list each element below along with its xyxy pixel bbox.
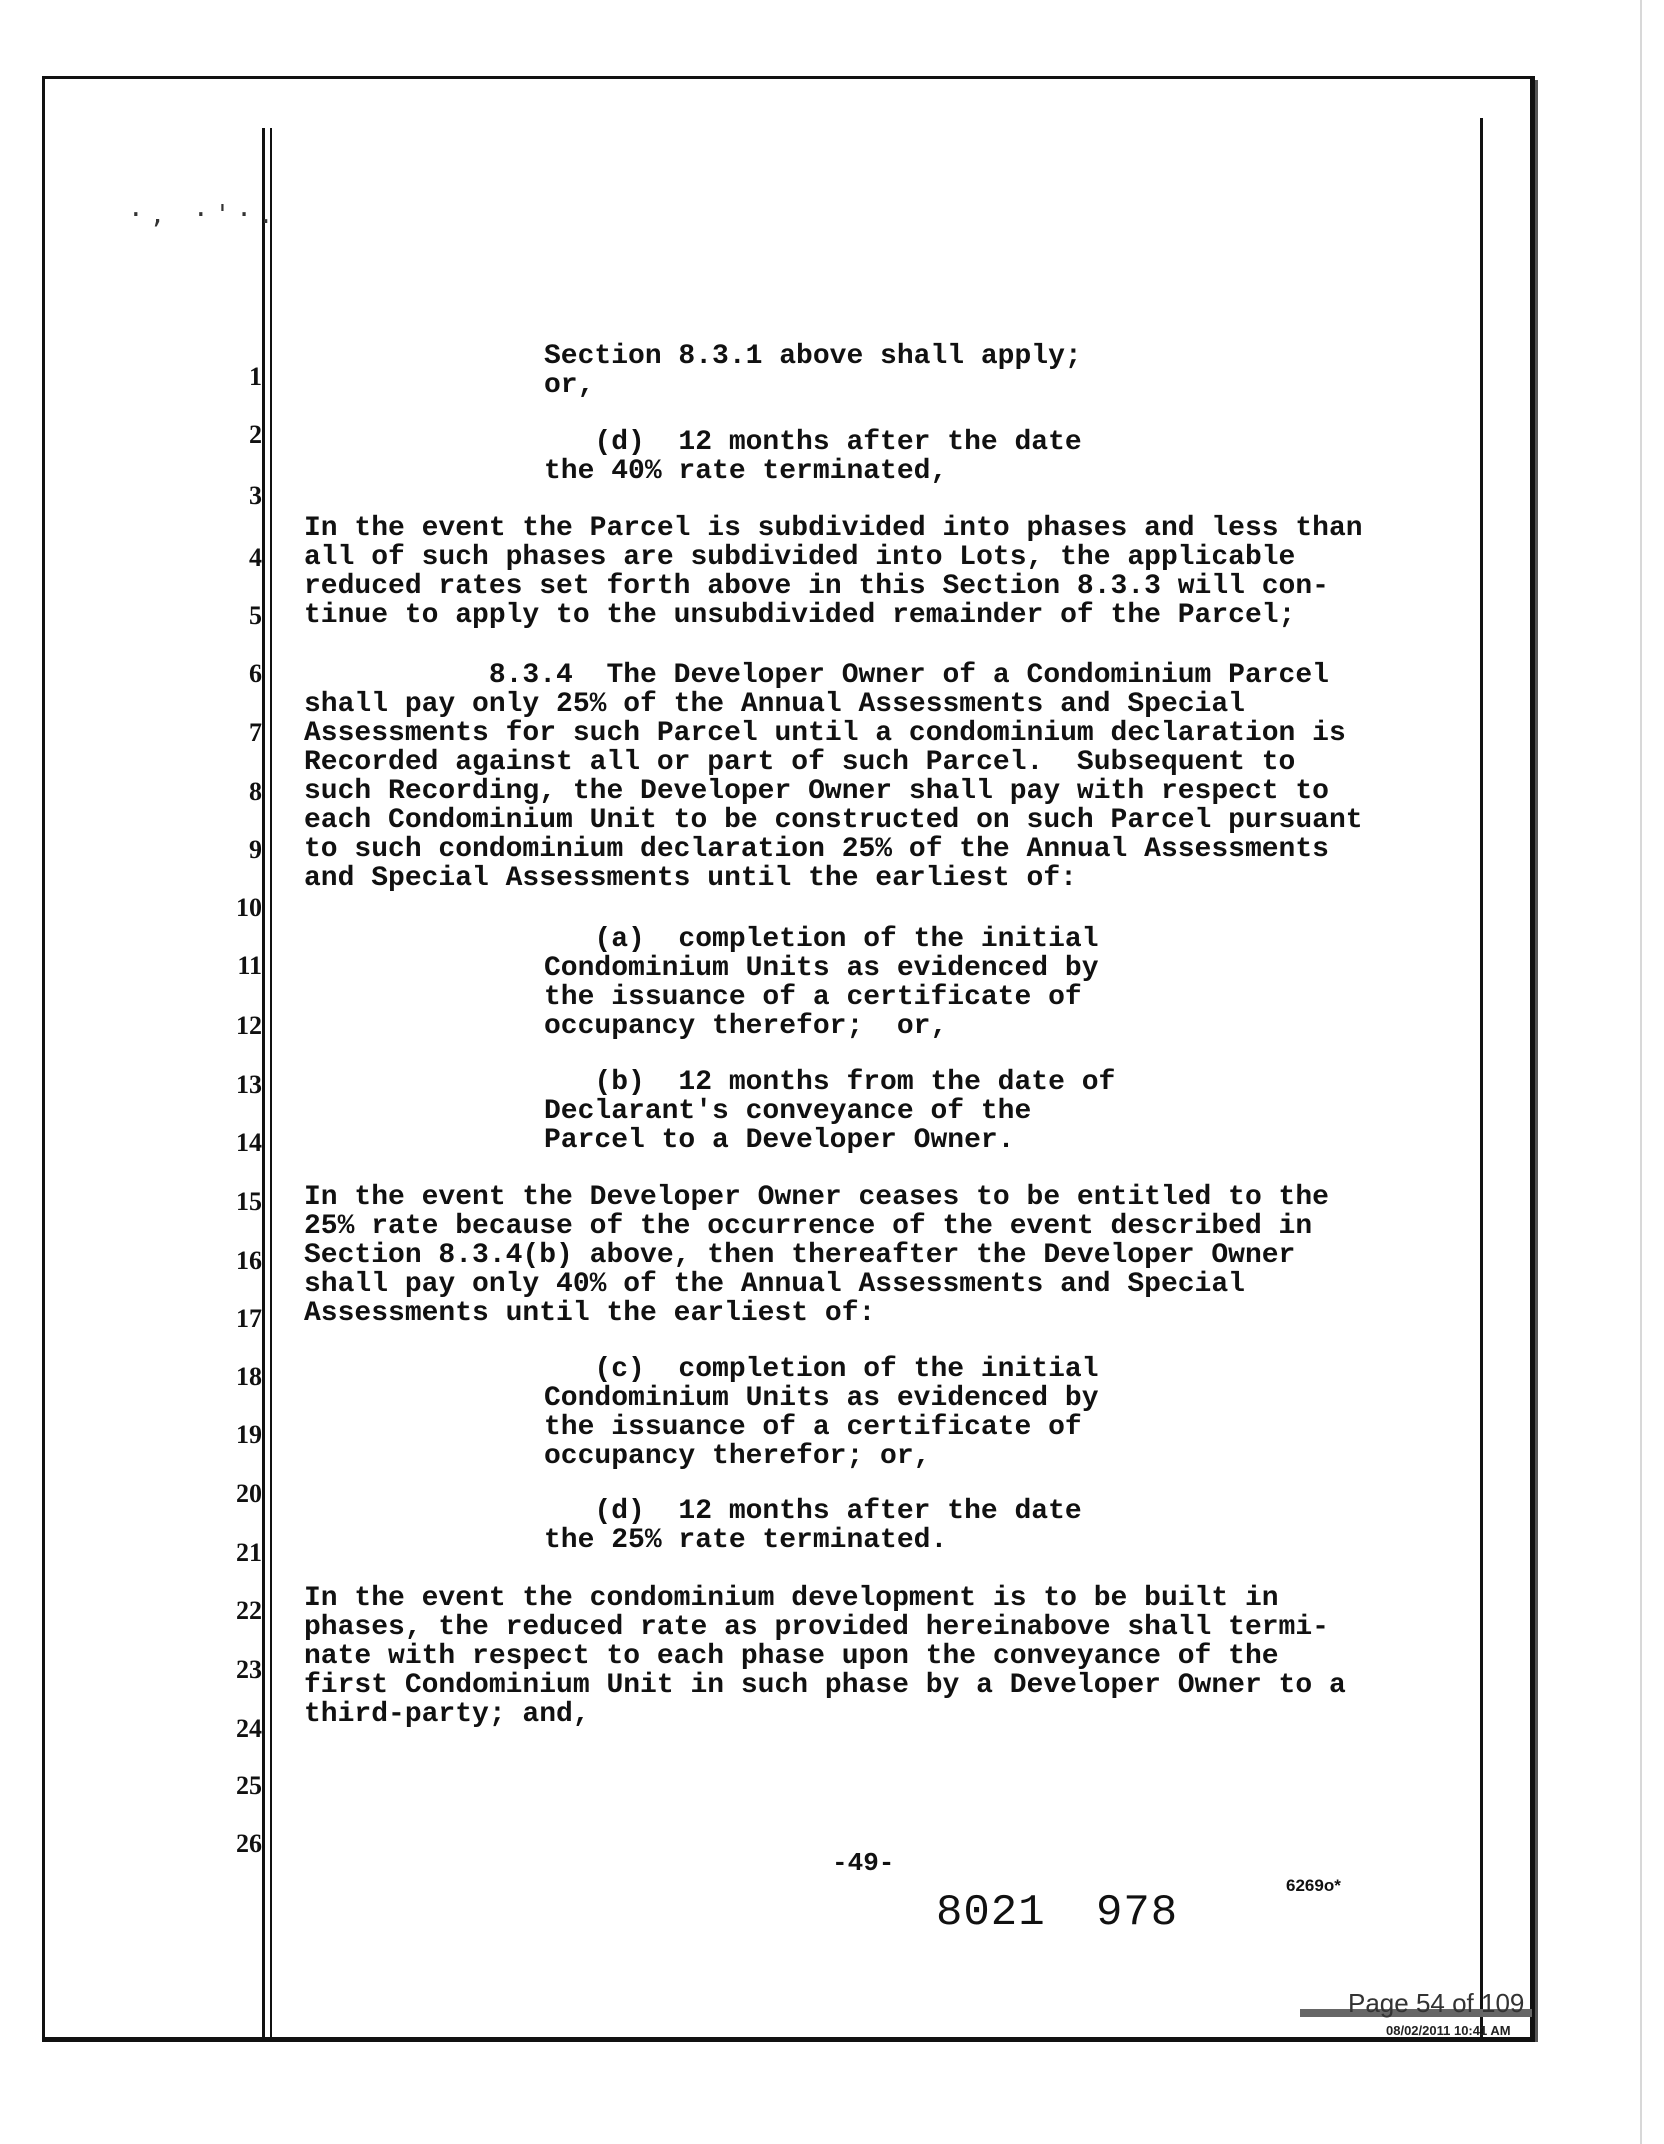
text-line: all of such phases are subdivided into Lots, the applicable [304, 542, 1296, 573]
line-number: 2 [249, 420, 262, 449]
subclause-a [544, 925, 1099, 1041]
text-line: first Condominium Unit in such phase by a Developer Owner to a [304, 1670, 1346, 1701]
text-line: the 25% rate terminated. [544, 1525, 948, 1556]
line-number: 16 [236, 1246, 262, 1275]
text-line: Section 8.3.4(b) above, then thereafter the Developer Owner [304, 1240, 1296, 1271]
line-number: 22 [236, 1596, 262, 1625]
scan-edge-line [1640, 0, 1642, 2144]
text-line: 8.3.4 The Developer Owner of a Condominium Parcel [304, 660, 1329, 691]
line-number: 23 [236, 1655, 262, 1684]
text-line: (d) 12 months after the date [544, 427, 1082, 458]
text-line: the issuance of a certificate of [544, 982, 1082, 1013]
text-line: In the event the Parcel is subdivided into phases and less than [304, 513, 1363, 544]
page-counter: Page 54 of 109 [1348, 1988, 1525, 2018]
line-number: 19 [236, 1420, 262, 1449]
recording-book-number: 8021 [936, 1888, 1046, 1938]
text-line: Assessments for such Parcel until a condominium declaration is [304, 718, 1346, 749]
line-number: 14 [236, 1128, 262, 1157]
clause-continuation [544, 342, 1082, 400]
line-number: 24 [236, 1714, 262, 1743]
margin-marks: ·, ·'·. [128, 200, 280, 230]
line-number: 1 [249, 362, 262, 391]
text-line: tinue to apply to the unsubdivided remainder of the Parcel; [304, 600, 1296, 631]
subclause-d-40 [544, 428, 1082, 486]
line-number: 15 [236, 1187, 262, 1216]
line-number: 13 [236, 1070, 262, 1099]
line-number: 21 [236, 1538, 262, 1567]
line-number: 5 [249, 601, 262, 630]
text-line: reduced rates set forth above in this Section 8.3.3 will con- [304, 571, 1329, 602]
line-number: 17 [236, 1304, 262, 1333]
text-line: the 40% rate terminated, [544, 456, 948, 487]
margin-rule-left-2 [270, 128, 272, 2040]
text-line: Condominium Units as evidenced by [544, 1383, 1099, 1414]
line-number: 6 [249, 659, 262, 688]
paragraph-phases [304, 514, 1363, 630]
line-number: 7 [249, 718, 262, 747]
paragraph-ceases [304, 1183, 1329, 1328]
line-number: 8 [249, 777, 262, 806]
text-line: shall pay only 25% of the Annual Assessments and Special [304, 689, 1245, 720]
line-number: 9 [249, 835, 262, 864]
page-number: -49- [832, 1848, 895, 1878]
margin-rule-right [1480, 118, 1483, 2038]
recording-page-number: 978 [1096, 1888, 1179, 1938]
section-8-3-4 [304, 661, 1363, 893]
subclause-c [544, 1355, 1099, 1471]
margin-rule-left-1 [262, 128, 265, 2040]
text-line: the issuance of a certificate of [544, 1412, 1082, 1443]
text-line: each Condominium Unit to be constructed on such Parcel pursuant [304, 805, 1363, 836]
text-line: (c) completion of the initial [544, 1354, 1099, 1385]
text-line: such Recording, the Developer Owner shall pay with respect to [304, 776, 1329, 807]
text-line: 25% rate because of the occurrence of the event described in [304, 1211, 1313, 1242]
line-number: 4 [249, 543, 262, 572]
print-timestamp: 08/02/2011 10:41 AM [1386, 2023, 1511, 2038]
text-line: In the event the condominium development is to be built in [304, 1583, 1279, 1614]
page-border-shadow [1535, 80, 1538, 2042]
line-number: 12 [236, 1011, 262, 1040]
text-line: nate with respect to each phase upon the conveyance of the [304, 1641, 1279, 1672]
text-line: (b) 12 months from the date of [544, 1067, 1116, 1098]
text-line: Assessments until the earliest of: [304, 1298, 876, 1329]
line-number: 20 [236, 1479, 262, 1508]
line-number: 18 [236, 1362, 262, 1391]
text-line: Recorded against all or part of such Parcel. Subsequent to [304, 747, 1296, 778]
line-number: 26 [236, 1829, 262, 1858]
text-line: to such condominium declaration 25% of the Annual Assessments [304, 834, 1329, 865]
text-line: shall pay only 40% of the Annual Assessments and Special [304, 1269, 1245, 1300]
subclause-b [544, 1068, 1115, 1155]
text-line: Section 8.3.1 above shall apply; [544, 341, 1082, 372]
line-number: 3 [249, 481, 262, 510]
line-number: 25 [236, 1771, 262, 1800]
text-line: third-party; and, [304, 1699, 590, 1730]
text-line: occupancy therefor; or, [544, 1441, 931, 1472]
line-number: 11 [237, 951, 262, 980]
text-line: Parcel to a Developer Owner. [544, 1125, 1015, 1156]
text-line: In the event the Developer Owner ceases to be entitled to the [304, 1182, 1329, 1213]
subclause-d-25 [544, 1497, 1082, 1555]
text-line: Condominium Units as evidenced by [544, 953, 1099, 984]
text-line: Declarant's conveyance of the [544, 1096, 1032, 1127]
text-line: (a) completion of the initial [544, 924, 1099, 955]
paragraph-condominium-phases [304, 1584, 1346, 1729]
line-number: 10 [236, 893, 262, 922]
document-code: 6269o* [1286, 1876, 1341, 1895]
text-line: (d) 12 months after the date [544, 1496, 1082, 1527]
text-line: occupancy therefor; or, [544, 1011, 948, 1042]
text-line: phases, the reduced rate as provided hereinabove shall termi- [304, 1612, 1329, 1643]
text-line: and Special Assessments until the earliest of: [304, 863, 1077, 894]
text-line: or, [544, 370, 595, 401]
